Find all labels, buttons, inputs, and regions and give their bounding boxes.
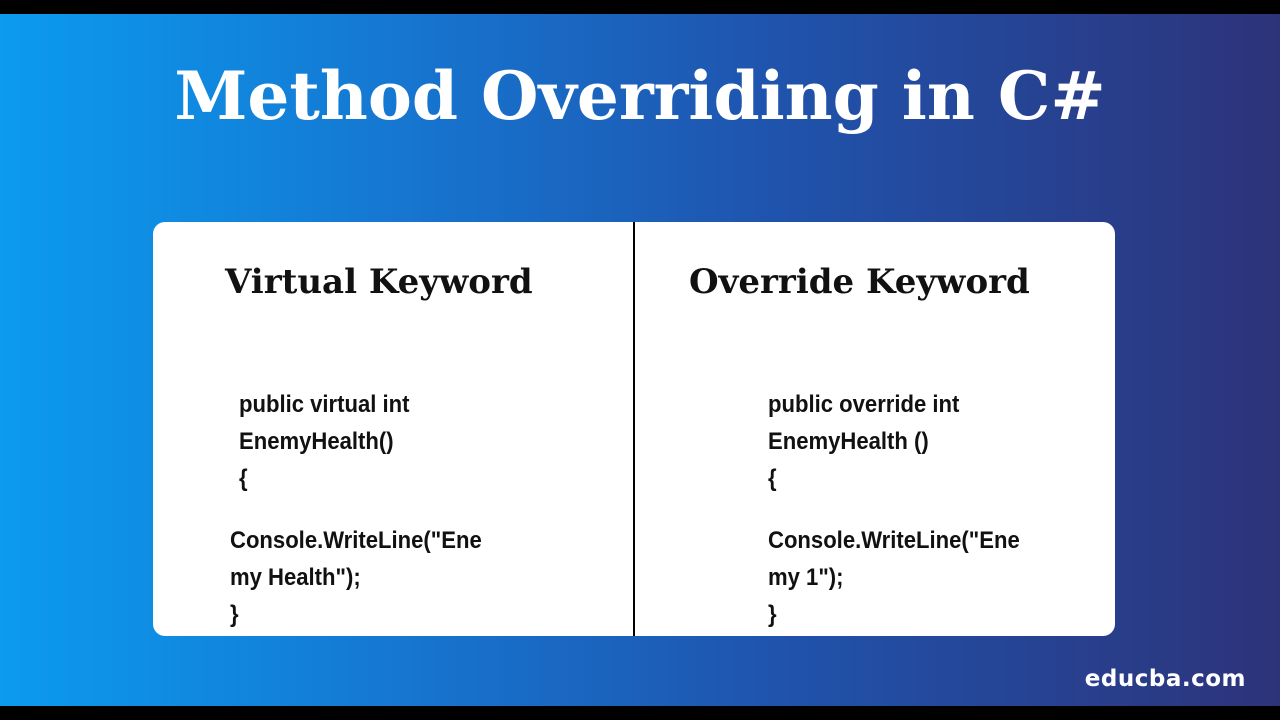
override-code-line-2: EnemyHealth ()	[768, 428, 929, 455]
educba-watermark: educba.com	[1084, 666, 1246, 692]
slide	[0, 14, 1280, 706]
virtual-code-line-2: EnemyHealth()	[239, 428, 394, 455]
override-code-line-1: public override int	[768, 391, 960, 418]
comparison-card	[153, 222, 1115, 636]
virtual-keyword-heading: Virtual Keyword	[225, 262, 533, 302]
virtual-code-line-3: {	[239, 465, 248, 492]
override-code-line-6: }	[768, 601, 777, 628]
virtual-code-line-5: my Health");	[230, 564, 361, 591]
override-code-line-3: {	[768, 465, 777, 492]
virtual-code-line-1: public virtual int	[239, 391, 410, 418]
override-keyword-heading: Override Keyword	[689, 262, 1030, 302]
virtual-code-line-4: Console.WriteLine("Ene	[230, 527, 482, 554]
override-code-line-4: Console.WriteLine("Ene	[768, 527, 1020, 554]
slide-title: Method Overriding in C#	[174, 57, 1106, 135]
virtual-code-line-6: }	[230, 601, 239, 628]
override-code-line-5: my 1");	[768, 564, 844, 591]
panel-divider	[633, 222, 635, 636]
